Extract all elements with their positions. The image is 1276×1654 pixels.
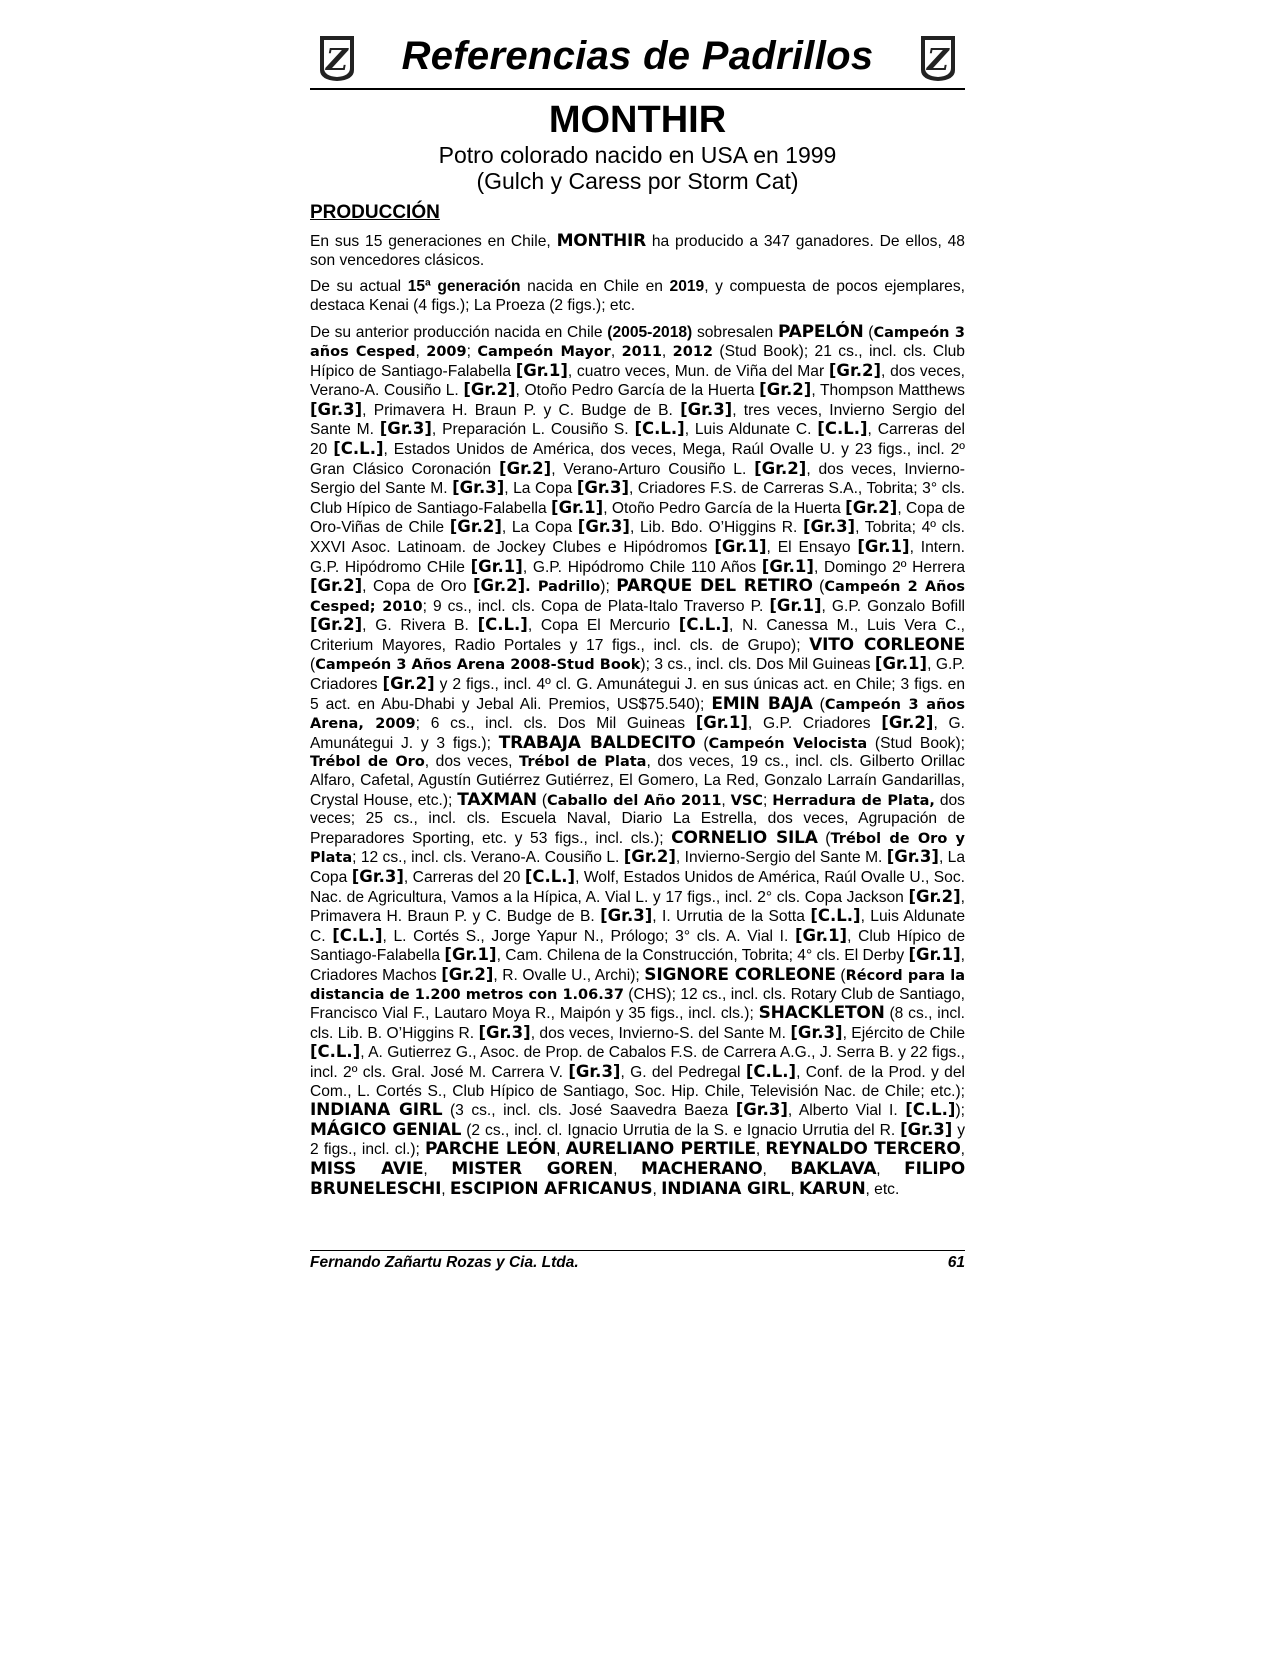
section-heading: PRODUCCIÓN — [310, 202, 440, 223]
horse-pedigree: (Gulch y Caress por Storm Cat) — [476, 168, 799, 194]
page-header — [310, 30, 965, 90]
footer-company: Fernando Zañartu Rozas y Cia. Ltda. — [310, 1254, 579, 1271]
page-title: Referencias de Padrillos — [401, 34, 874, 78]
svg-text:Z: Z — [326, 43, 348, 78]
document-page — [310, 30, 965, 1199]
page-footer — [310, 1250, 965, 1272]
summary-paragraph: En sus 15 generaciones en Chile, MONTHIR ha producido a 347 ganadores. De ellos, 48 son vencedores clásicos. — [310, 231, 965, 269]
current-generation-paragraph: De su actual 15ª generación nacida en Chile en 2019, y compuesta de pocos ejemplares, destaca Kenai (4 figs.); La Proeza (2 figs.); etc. — [310, 278, 965, 314]
horse-description: Potro colorado nacido en USA en 1999 — [438, 142, 837, 168]
production-paragraph: De su anterior producción nacida en Chile (2005-2018) sobresalen PAPELÓN (Campeón 3 años Cesped, 2009; Campeón Mayor, 2011, 2012 (Stud Book); 21 cs., incl. cls. Club Hípico de Santiago-Falabella [Gr.1], cuatro veces, Mun. de Viña del Mar [Gr.2], dos veces, Verano-A. Cousiño L. [Gr.2], Otoño Pedro García de la Huerta [Gr.2], Thompson Matthews [Gr.3], Primavera H. Braun P. y C. Budge de B. [Gr.3], tres veces, Invierno Sergio del Sante M. [Gr.3], Preparación L. Cousiño S. [C.L.], Luis Aldunate C. [C.L.], Carreras del 20 [C.L.], Estados Unidos de América, dos veces, Mega, Raúl Ovalle U. y 23 figs., incl. 2º Gran Clásico Coronación [Gr.2], Verano-Arturo Cousiño L. [Gr.2], dos veces, Invierno-Sergio del Sante M. [Gr.3], La Copa [Gr.3], Criadores F.S. de Carreras S.A., Tobrita; 3° cls. Club Hípico de Santiago-Falabella [Gr.1], Otoño Pedro García de la Huerta [Gr.2], Copa de Oro-Viñas de Chile [Gr.2], La Copa [Gr.3], Lib. Bdo. O’Higgins R. [Gr.3], Tobrita; 4º cls. XXVI Asoc. Latinoam. de Jockey Clubes e Hipódromos [Gr.1], El Ensayo [Gr.1], Intern. G.P. Hipódromo CHile [Gr.1], G.P. Hipódromo Chile 110 Años [Gr.1], Domingo 2º Herrera [Gr.2], Copa de Oro [Gr.2]. Padrillo); PARQUE DEL RETIRO (Campeón 2 Años Cesped; 2010; 9 cs., incl. cls. Copa de Plata-Italo Traverso P. [Gr.1], G.P. Gonzalo Bofill [Gr.2], G. Rivera B. [C.L.], Copa El Mercurio [C.L.], N. Canessa M., Luis Vera C., Criterium Mayores, Radio Portales y 17 figs., incl. cls. de Grupo); VITO CORLEONE (Campeón 3 Años Arena 2008-Stud Book); 3 cs., incl. cls. Dos Mil Guineas [Gr.1], G.P. Criadores [Gr.2] y 2 figs., incl. 4º cl. G. Amunátegui J. en sus únicas act. en Chile; 3 figs. en 5 act. en Abu-Dhabi y Jebal Ali. Premios, US$75.540); EMIN BAJA (Campeón 3 años Arena, 2009; 6 cs., incl. cls. Dos Mil Guineas [Gr.1], G.P. Criadores [Gr.2], G. Amunátegui J. y 3 figs.); TRABAJA BALDECITO (Campeón Velocista (Stud Book); Trébol de Oro, dos veces, Trébol de Plata, dos veces, 19 cs., incl. cls. Gilberto Orillac Alfaro, Cafetal, Agustín Gutiérrez Gutiérrez, El Gomero, La Red, Gonzalo Larraín Gandarillas, Crystal House, etc.); TAXMAN (Caballo del Año 2011, VSC; Herradura de Plata, dos veces; 25 cs., incl. cls. Escuela Naval, Diario La Estrella, dos veces, Agrupación de Preparadores Sporting, etc. y 53 figs., incl. cls.); CORNELIO SILA (Trébol de Oro y Plata; 12 cs., incl. cls. Verano-A. Cousiño L. [Gr.2], Invierno-Sergio del Sante M. [Gr.3], La Copa [Gr.3], Carreras del 20 [C.L.], Wolf, Estados Unidos de América, Raúl Ovalle U., Soc. Nac. de Agricultura, Vamos a la Hípica, A. Vial L. y 17 figs., incl. 2° cls. Copa Jackson [Gr.2], Primavera H. Braun P. y C. Budge de B. [Gr.3], I. Urrutia de la Sotta [C.L.], Luis Aldunate C. [C.L.], L. Cortés S., Jorge Yapur N., Prólogo; 3° cls. A. Vial I. [Gr.1], Club Hípico de Santiago-Falabella [Gr.1], Cam. Chilena de la Construcción, Tobrita; 4° cls. El Derby [Gr.1], Criadores Machos [Gr.2], R. Ovalle U., Archi); SIGNORE CORLEONE (Récord para la distancia de 1.200 metros con 1.06.37 (CHS); 12 cs., incl. cls. Rotary Club de Santiago, Francisco Vial F., Lautaro Moya R., Maipón y 35 figs., incl. cls.); SHACKLETON (8 cs., incl. cls. Lib. B. O’Higgins R. [Gr.3], dos veces, Invierno-S. del Sante M. [Gr.3], Ejército de Chile [C.L.], A. Gutierrez G., Asoc. de Prop. de Cabalos F.S. de Carrera A.G., J. Serra B. y 22 figs., incl. 2º cls. Gral. José M. Carrera V. [Gr.3], G. del Pedregal [C.L.], Conf. de la Prod. y del Com., L. Cortés S., Club Hípico de Santiago, Soc. Hip. Chile, Televisión Nac. de Chile; etc.); INDIANA GIRL (3 cs., incl. cls. José Saavedra Baeza [Gr.3], Alberto Vial I. [C.L.]); MÁGICO GENIAL (2 cs., incl. cl. Ignacio Urrutia de la S. e Ignacio Urrutia del R. [Gr.3] y 2 figs., incl. cl.); PARCHE LEÓN, AURELIANO PERTILE, REYNALDO TERCERO, MISS AVIE, MISTER GOREN, MACHERANO, BAKLAVA, FILIPO BRUNELESCHI, ESCIPION AFRICANUS, INDIANA GIRL, KARUN, etc. — [310, 322, 966, 1199]
svg-text:Z: Z — [927, 43, 949, 78]
horse-name: MONTHIR — [548, 99, 727, 141]
page-number: 61 — [947, 1254, 965, 1271]
zr-logo-icon — [915, 34, 961, 82]
